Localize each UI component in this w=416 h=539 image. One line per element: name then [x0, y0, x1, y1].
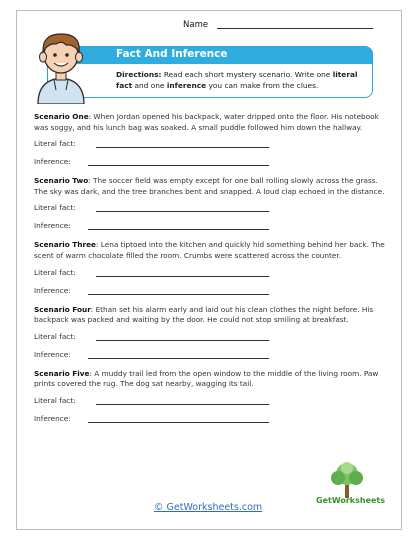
literal-fact-row	[34, 139, 390, 151]
scenario-block	[34, 305, 390, 362]
scenario-body: : When Jordan opened his backpack, water dripped onto the floor. His notebook was soggy, and his lunch bag was soaked. A small puddle followed him down the hallway.	[34, 112, 379, 132]
scenario-label: Scenario Two	[34, 176, 89, 186]
name-row	[183, 20, 373, 30]
inference-answer-line[interactable]	[88, 229, 269, 230]
name-label: Name	[183, 20, 209, 30]
scenario-list	[34, 112, 390, 433]
scenario-block	[34, 369, 390, 426]
literal-fact-answer-line[interactable]	[96, 147, 269, 148]
inference-row	[34, 221, 390, 233]
scenario-body: : Ethan set his alarm early and laid out his clean clothes the night before. His backpack was packed and waiting by the door. He could not stop smiling at breakfast.	[34, 304, 374, 325]
literal-fact-answer-line[interactable]	[96, 340, 269, 341]
literal-fact-row	[34, 203, 390, 215]
inference-label: Inference:	[34, 413, 71, 423]
scenario-body: : The soccer field was empty except for one ball rolling slowly across the grass. The sky was dark, and the tree branches bent and snapped. A loud clap echoed in the distance.	[34, 176, 385, 196]
scenario-label: Scenario Three	[34, 240, 96, 250]
logo-text: GetWorksheets	[316, 496, 386, 505]
literal-fact-label: Literal fact:	[34, 331, 76, 341]
scenario-label: Scenario Four	[34, 304, 91, 314]
literal-fact-answer-line[interactable]	[96, 211, 269, 212]
inference-row	[34, 286, 390, 298]
scenario-label: Scenario Five	[34, 368, 90, 378]
literal-fact-answer-line[interactable]	[96, 276, 269, 277]
inference-row	[34, 350, 390, 362]
inference-label: Inference:	[34, 285, 71, 295]
literal-fact-label: Literal fact:	[34, 139, 76, 149]
inference-label: Inference:	[34, 349, 71, 359]
tree-icon	[316, 460, 378, 500]
footer-link[interactable]: © GetWorksheets.com	[154, 502, 263, 513]
inference-label: Inference:	[34, 157, 71, 167]
directions: Directions: Read each short mystery scenario. Write one literal fact and one inference you can make from the clues.	[116, 70, 358, 90]
kid-illustration	[32, 28, 90, 104]
directions-label: Directions:	[116, 70, 162, 79]
literal-fact-row	[34, 268, 390, 280]
scenario-label: Scenario One	[34, 112, 89, 121]
inference-answer-line[interactable]	[88, 358, 269, 359]
header-box	[47, 46, 373, 98]
literal-fact-label: Literal fact:	[34, 395, 76, 405]
literal-fact-row	[34, 332, 390, 344]
scenario-text	[34, 369, 390, 390]
literal-fact-label: Literal fact:	[34, 267, 76, 277]
literal-fact-label: Literal fact:	[34, 203, 76, 213]
inference-label: Inference:	[34, 221, 71, 231]
inference-answer-line[interactable]	[88, 422, 269, 423]
scenario-body: : Lena tiptoed into the kitchen and quickly hid something behind her back. The scent of warm chocolate filled the room. Crumbs were scattered across the counter.	[34, 240, 385, 260]
title-bar	[48, 47, 372, 64]
inference-row	[34, 414, 390, 426]
scenario-block	[34, 112, 390, 169]
worksheet-title: Fact And Inference	[116, 48, 228, 60]
literal-fact-answer-line[interactable]	[96, 404, 269, 405]
scenario-text	[34, 112, 390, 133]
scenario-text	[34, 240, 390, 261]
scenario-block	[34, 176, 390, 233]
name-line[interactable]	[217, 28, 373, 29]
inference-answer-line[interactable]	[88, 294, 269, 295]
scenario-text	[34, 176, 390, 197]
literal-fact-row	[34, 396, 390, 408]
scenario-text	[34, 305, 390, 326]
scenario-body: : A muddy trail led from the open window to the middle of the living room. Paw prints covered the rug. The dog sat nearby, wagging its tail.	[34, 368, 379, 389]
scenario-block	[34, 240, 390, 297]
inference-row	[34, 157, 390, 169]
getworksheets-logo	[316, 460, 386, 520]
inference-answer-line[interactable]	[88, 165, 269, 166]
